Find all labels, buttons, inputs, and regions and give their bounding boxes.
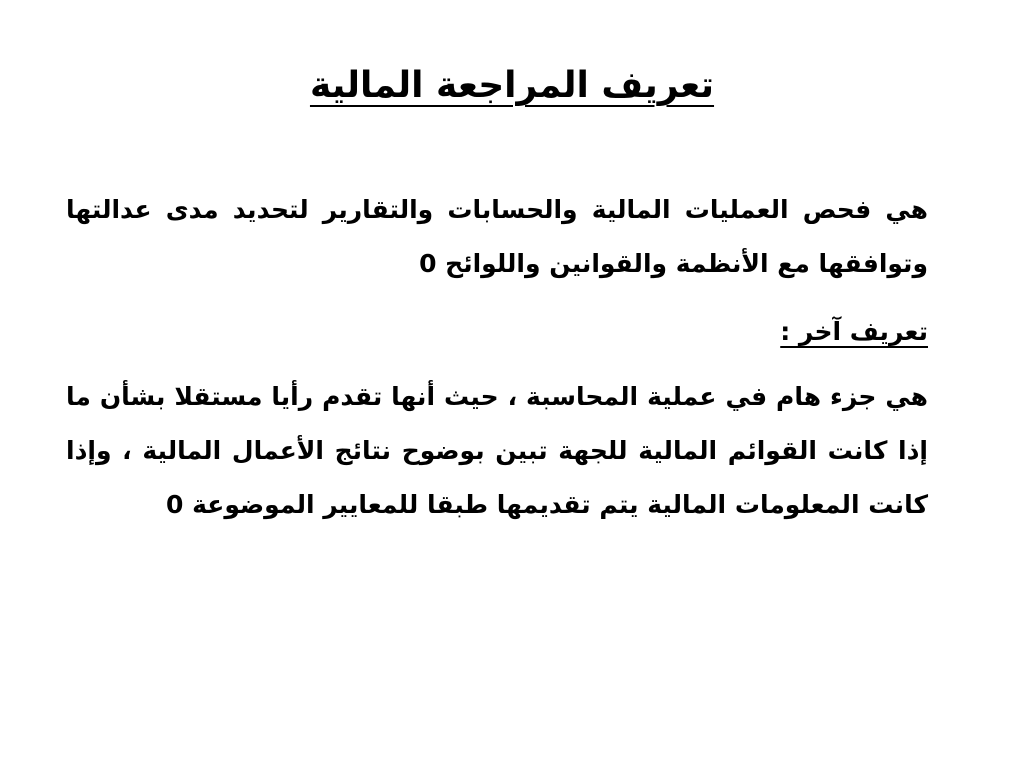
definition-paragraph-2: هي جزء هام في عملية المحاسبة ، حيث أنها تقدم رأيا مستقلا بشأن ما إذا كانت القوائم المالية للجهة تبين بوضوح نتائج الأعمال المالية ، وإذا كانت المعلومات المالية يتم تقديمها طبقا للمعايير الموضوعة 0 <box>66 382 928 519</box>
alternate-definition-heading <box>66 306 928 358</box>
slide-title-text: تعريف المراجعة المالية <box>309 65 715 106</box>
alternate-definition-heading-text: تعريف آخر : <box>780 317 928 346</box>
definition-paragraph-1: هي فحص العمليات المالية والحسابات والتقارير لتحديد مدى عدالتها وتوافقها مع الأنظمة والقوانين واللوائح 0 <box>66 195 928 278</box>
slide-title <box>0 58 1024 114</box>
